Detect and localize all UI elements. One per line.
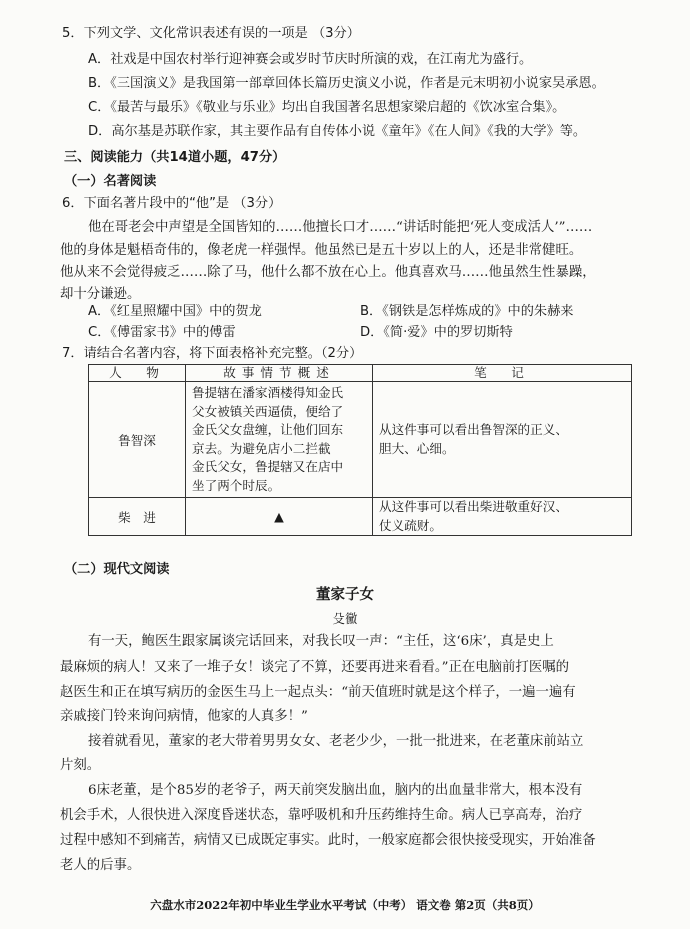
q7-stem: 7．请结合名著内容，将下面表格补充完整。（2分） [62, 346, 363, 361]
q5-option-d: D．高尔基是苏联作家，其主要作品有自传体小说《童年》《在人间》《我的大学》等。 [88, 124, 587, 139]
plot-line: 父女被镇关西逼债，便给了 [192, 403, 344, 419]
q5-option-b: B．《三国演义》是我国第一部章回体长篇历史演义小说，作者是元末明初小说家吴承恩。 [88, 76, 605, 91]
subsection-heading-1: （一）名著阅读 [64, 174, 157, 189]
q5-option-c: C．《最苦与最乐》《敬业与乐业》均出自我国著名思想家梁启超的《饮冰室合集》。 [88, 100, 566, 115]
plot-line: 坐了两个时辰。 [192, 477, 281, 493]
plot-line: 京去。为避免店小二拦截 [192, 440, 331, 456]
blank-triangle-icon: ▲ [186, 498, 373, 536]
article-author: 殳黴 [332, 611, 358, 626]
note-line: 从这件事可以看出柴进敬重好汉、 [379, 499, 568, 514]
article-line: 赵医生和正在填写病历的金医生马上一起点头：“前天值班时就是这个样子，一遍一遍有 [60, 685, 576, 700]
q5-option-a: A．社戏是中国农村举行迎神赛会或岁时节庆时所演的戏，在江南尤为盛行。 [88, 52, 533, 67]
article-line: 6床老董，是个85岁的老爷子，两天前突发脑出血，脑内的出血量非常大，根本没有 [88, 783, 583, 798]
table-header-row [89, 365, 632, 382]
row-person: 鲁智深 [89, 382, 186, 498]
q6-passage-line: 他从来不会觉得疲乏……除了马，他什么都不放在心上。他真喜欢马……他虽然生性暴躁， [60, 265, 596, 280]
article-line: 老人的后事。 [60, 858, 141, 873]
header-plot: 故事情节概述 [186, 365, 373, 382]
article-line: 最麻烦的病人！又来了一堆子女！谈完了不算，还要再进来看看。”正在电脑前打医嘱的 [60, 660, 569, 675]
article-line: 接着就看见，董家的老大带着男男女女、老老少少，一批一批进来，在老董床前站立 [88, 734, 584, 749]
subsection-heading-2: （二）现代文阅读 [64, 562, 170, 577]
row-note [373, 498, 632, 536]
q6-option-c: C．《傅雷家书》中的傅雷 [88, 325, 236, 340]
plot-line: 金氏父女盘缠，让他们回东 [192, 422, 344, 437]
q5-stem: 5．下列文学、文化常识表述有误的一项是 （3分） [62, 26, 360, 41]
note-line: 胆大、心细。 [379, 440, 455, 456]
row-note [373, 382, 632, 498]
article-line: 过程中感知不到痛苦，病情又已成既定事实。此时，一般家庭都会很快接受现实，开始准备 [60, 833, 596, 848]
row-plot [186, 382, 373, 498]
q6-passage-line: 他在哥老会中声望是全国皆知的……他擅长口才……“讲话时能把‘死人变成活人’”…… [88, 220, 593, 235]
q6-passage-line: 却十分谦逊。 [60, 287, 141, 302]
q6-stem: 6．下面名著片段中的“他”是 （3分） [62, 196, 282, 211]
plot-line: 金氏父女，鲁提辖又在店中 [192, 459, 344, 474]
q6-option-d: D．《简·爱》中的罗切斯特 [360, 325, 513, 340]
section-heading: 三、阅读能力（共14道小题，47分） [64, 150, 286, 165]
q6-option-a: A．《红星照耀中国》中的贺龙 [88, 304, 262, 319]
table-row [89, 382, 632, 498]
q6-passage-line: 他的身体是魁梧奇伟的，像老虎一样强悍。他虽然已是五十岁以上的人，还是非常健旺。 [60, 243, 583, 258]
table-row [89, 498, 632, 536]
article-line: 有一天，鲍医生跟家属谈完话回来，对我长叹一声：“主任，这‘6床’，真是史上 [88, 634, 554, 649]
header-person: 人 物 [89, 365, 186, 382]
note-line: 仗义疏财。 [379, 517, 442, 533]
article-line: 片刻。 [60, 758, 101, 773]
row-person: 柴 进 [89, 498, 186, 536]
header-notes: 笔 记 [373, 365, 632, 382]
q6-option-b: B．《钢铁是怎样炼成的》中的朱赫来 [360, 304, 574, 319]
q7-table [88, 364, 632, 536]
article-line: 机会手术，人很快进入深度昏迷状态，靠呼吸机和升压药维持生命。病人已享高寿，治疗 [60, 808, 583, 823]
note-line: 从这件事可以看出鲁智深的正义、 [379, 422, 568, 437]
plot-line: 鲁提辖在潘家酒楼得知金氏 [192, 385, 344, 400]
article-title: 董家子女 [316, 587, 374, 603]
article-line: 亲戚接门铃来询问病情，他家的人真多！” [60, 709, 308, 724]
page-footer: 六盘水市2022年初中毕业生学业水平考试（中考） 语文卷 第2页（共8页） [150, 898, 540, 912]
